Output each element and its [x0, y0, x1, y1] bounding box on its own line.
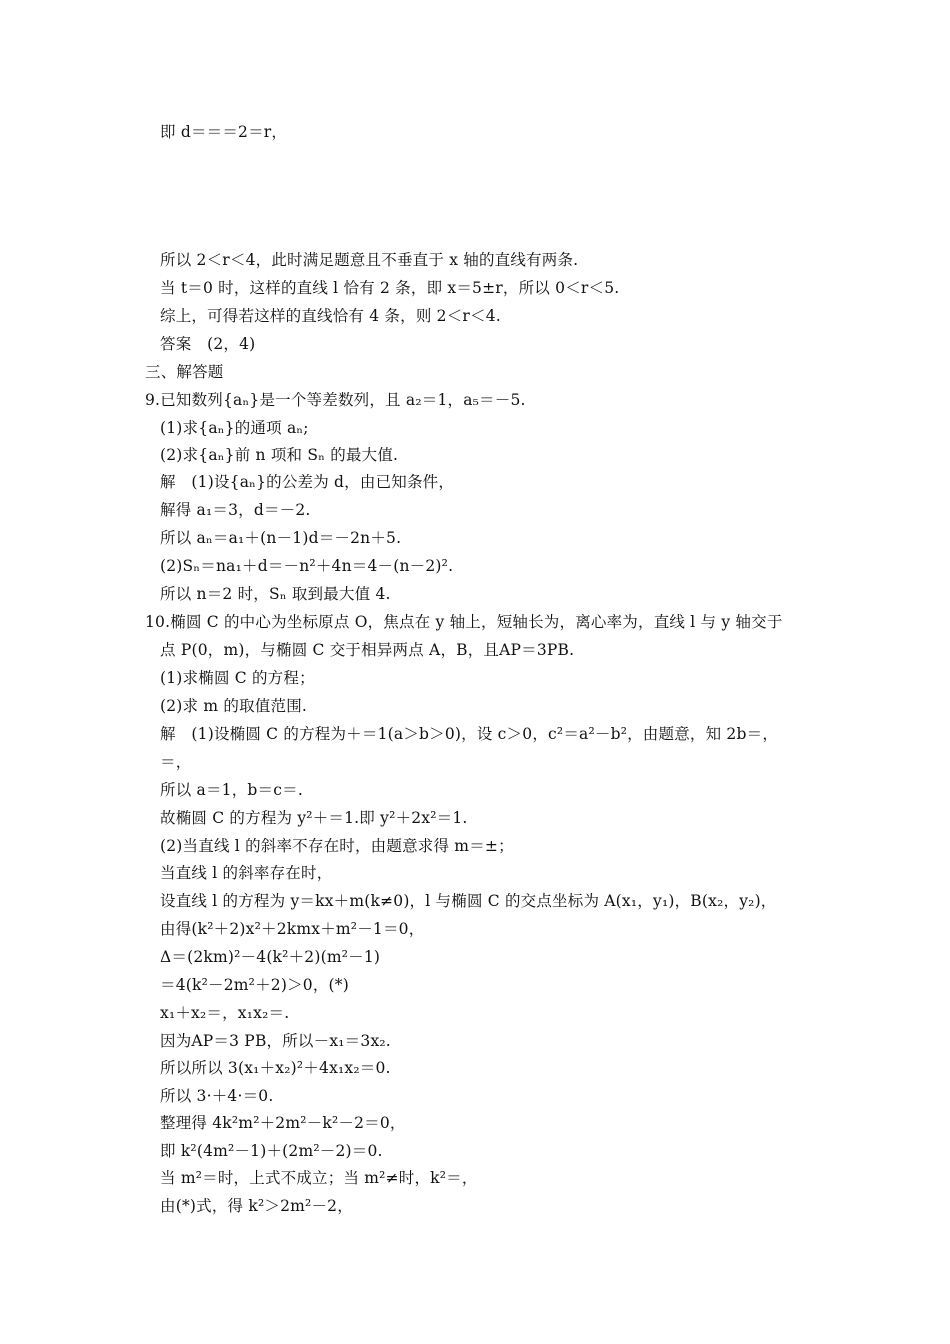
text-line: ＝4(k²－2m²＋2)＞0，(*): [160, 976, 350, 994]
text-line: 即 d＝＝＝2＝r，: [160, 123, 288, 141]
text-line: 点 P(0，m)，与椭圆 C 交于相异两点 A，B，且AP＝3PB.: [160, 641, 575, 659]
text-line: 所以 a＝1，b＝c＝.: [160, 781, 303, 799]
text-line: (2)当直线 l 的斜率不存在时，由题意求得 m＝±；: [160, 837, 514, 855]
text-line: 解 (1)设椭圆 C 的方程为＋＝1(a＞b＞0)，设 c＞0，c²＝a²－b²，由题意，知 2b＝，: [160, 725, 779, 743]
text-line: 所以 n＝2 时，Sₙ 取到最大值 4.: [160, 585, 391, 603]
text-line: (1)求{aₙ}的通项 aₙ;: [160, 419, 309, 437]
text-line: 当直线 l 的斜率存在时，: [160, 864, 333, 882]
text-line: (2)求 m 的取值范围.: [160, 697, 308, 715]
text-line: 因为AP＝3 PB，所以－x₁＝3x₂.: [160, 1032, 391, 1050]
text-line: 由(*)式，得 k²＞2m²－2，: [160, 1197, 353, 1215]
text-line: x₁＋x₂＝，x₁x₂＝.: [160, 1004, 290, 1022]
text-line: 设直线 l 的方程为 y＝kx＋m(k≠0)，l 与椭圆 C 的交点坐标为 A(x₁，y₁)，B(x₂，y₂)，: [160, 892, 777, 910]
text-line: 解 (1)设{aₙ}的公差为 d，由已知条件，: [160, 473, 455, 491]
text-line: (1)求椭圆 C 的方程；: [160, 669, 315, 687]
text-line: 由得(k²＋2)x²＋2kmx＋m²－1＝0，: [160, 920, 425, 938]
text-line: 解得 a₁＝3，d＝－2.: [160, 501, 311, 519]
text-line: (2)Sₙ＝na₁＋d＝－n²＋4n＝4－(n－2)².: [160, 557, 454, 575]
text-line: 所以 2＜r＜4，此时满足题意且不垂直于 x 轴的直线有两条.: [160, 251, 579, 269]
text-line: (2)求{aₙ}前 n 项和 Sₙ 的最大值.: [160, 446, 399, 464]
text-line: 当 t＝0 时，这样的直线 l 恰有 2 条，即 x＝5±r，所以 0＜r＜5.: [160, 279, 620, 297]
text-line: ＝，: [160, 753, 192, 771]
text-line: 综上，可得若这样的直线恰有 4 条，则 2＜r＜4.: [160, 307, 501, 325]
text-line: 故椭圆 C 的方程为 y²＋＝1.即 y²＋2x²＝1.: [160, 809, 468, 827]
text-line: 所以 3·＋4·＝0.: [160, 1087, 274, 1105]
text-line: 当 m²＝时，上式不成立；当 m²≠时，k²＝，: [160, 1169, 478, 1187]
section-heading: 三、解答题: [145, 363, 224, 381]
problem-9-statement: 9.已知数列{aₙ}是一个等差数列，且 a₂＝1，a₅＝－5.: [145, 391, 526, 409]
text-line: 即 k²(4m²－1)＋(2m²－2)＝0.: [160, 1142, 383, 1160]
text-line: 答案 (2，4): [160, 335, 256, 353]
text-line: Δ＝(2km)²－4(k²＋2)(m²－1): [160, 948, 381, 966]
text-line: 所以 aₙ＝a₁＋(n－1)d＝－2n＋5.: [160, 529, 402, 547]
text-line: 所以所以 3(x₁＋x₂)²＋4x₁x₂＝0.: [160, 1059, 391, 1077]
problem-10-statement: 10.椭圆 C 的中心为坐标原点 O，焦点在 y 轴上，短轴长为，离心率为，直线 l 与 y 轴交于: [145, 613, 783, 631]
text-line: 整理得 4k²m²＋2m²－k²－2＝0，: [160, 1114, 406, 1132]
